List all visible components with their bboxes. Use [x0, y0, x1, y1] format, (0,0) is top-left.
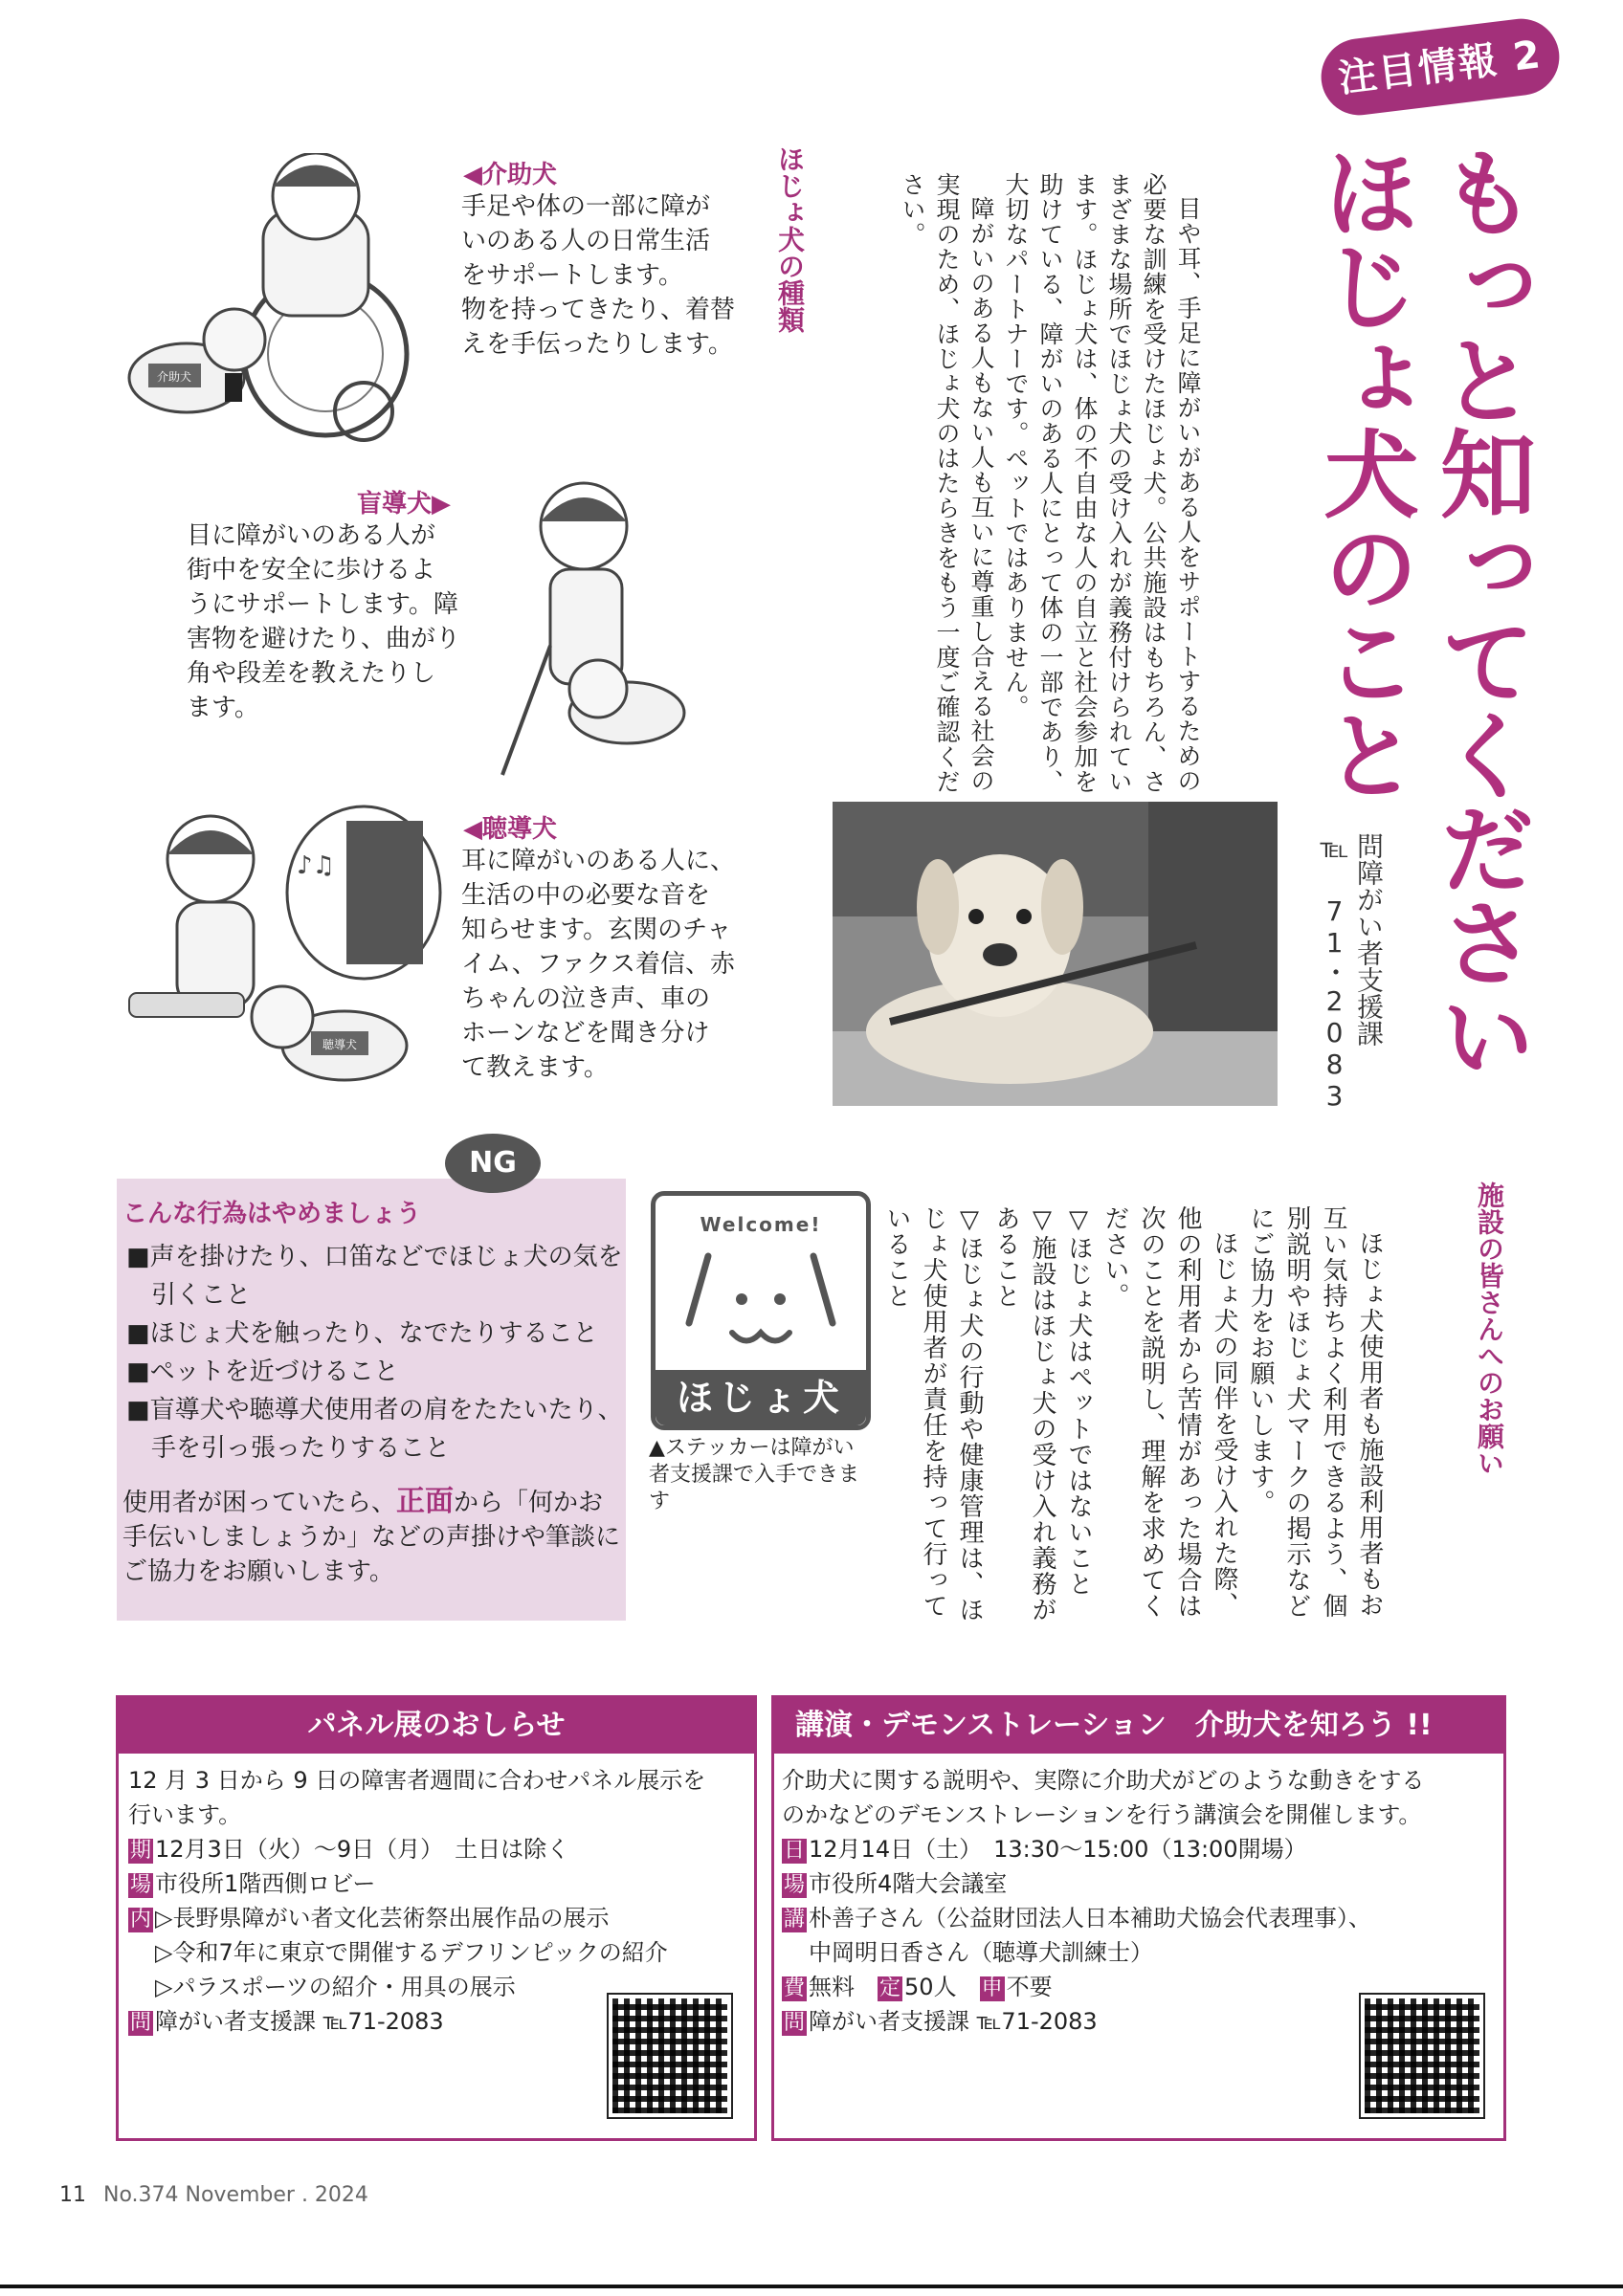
- sticker-label: ほじょ犬: [676, 1377, 845, 1419]
- inquiry-tag: 問: [784, 2011, 806, 2035]
- facility-paragraph: ▽施設はほじょ犬の受け入れ義務があること: [991, 1205, 1056, 1623]
- facility-request-text: [878, 1205, 1388, 1636]
- lecture-speaker-2: 中岡明日香さん（聴導犬訓練士）: [809, 1939, 1153, 1966]
- place-tag: 場: [784, 1873, 806, 1897]
- prohibited-actions-title: こんな行為はやめましょう: [122, 1200, 422, 1228]
- date-tag: 日: [784, 1839, 806, 1863]
- inquiry-tel: ℡ 71・2083: [1319, 832, 1350, 1112]
- content-tag: 内: [130, 1908, 152, 1932]
- prohibited-footer-text: から「何かお手伝いしましょうか」などの声掛けや筆談にご協力をお願いします。: [122, 1489, 621, 1586]
- hearing-dog-desc-line: 耳に障がいのある人に、: [461, 847, 736, 875]
- lecture-place: [782, 1866, 1496, 1901]
- facility-paragraph: ▽ほじょ犬はペットではないこと: [1064, 1205, 1093, 1597]
- hearing-dog-desc-line: ちゃんの泣き声、車の: [461, 984, 711, 1013]
- service-dog-name: ◀介助犬: [463, 161, 557, 189]
- speaker-tag: 講: [784, 1908, 806, 1932]
- inquiry-contact: [1317, 832, 1386, 1112]
- sticker-caption: ▲ステッカーは障がい者支援課で入手できます: [649, 1436, 860, 1513]
- panel-period: [128, 1832, 746, 1866]
- guide-dog-desc-line: 害物を避けたり、曲がり: [187, 625, 461, 653]
- prohibited-item: ■ほじょ犬を触ったり、なでたりすること: [126, 1319, 598, 1348]
- lecture-date: [782, 1832, 1496, 1866]
- panel-content-item: ▷令和7年に東京で開催するデフリンピックの紹介: [155, 1939, 668, 1966]
- panel-desc: 12 月 3 日から 9 日の障害者週間に合わせパネル展示を: [128, 1767, 706, 1794]
- place-tag: 場: [130, 1873, 152, 1897]
- bottom-rule: [0, 2285, 1623, 2288]
- lecture-date-text: 12月14日（土） 13:30～15:00（13:00開場）: [809, 1836, 1307, 1863]
- lecture-desc: のかなどのデモンストレーションを行う講演会を開催します。: [782, 1801, 1422, 1828]
- prohibited-footer: [122, 1485, 620, 1589]
- panel-qr-code[interactable]: [609, 1995, 731, 2117]
- sticker-welcome-text: Welcome!: [700, 1213, 822, 1236]
- service-dog-vest-label: 介助犬: [156, 370, 192, 384]
- guide-dog-desc-line: 街中を安全に歩けるよ: [187, 556, 436, 585]
- lecture-speaker-text: 朴善子さん（公益財団法人日本補助犬協会代表理事）、: [809, 1905, 1372, 1932]
- service-dog-desc-line: 手足や体の一部に障が: [461, 192, 711, 221]
- lecture-title: 講演・デモンストレーション 介助犬を知ろう !!: [774, 1698, 1503, 1754]
- fee-tag: 費: [784, 1976, 806, 2000]
- lecture-qr-code[interactable]: [1361, 1995, 1483, 2117]
- guide-dog-desc-line: 角や段差を教えたりし: [187, 659, 436, 688]
- panel-content: [128, 1901, 746, 1935]
- hearing-dog-vest-label: 聴導犬: [322, 1038, 358, 1051]
- lecture-inquiry-text: 障がい者支援課 ℡71-2083: [809, 2008, 1098, 2035]
- prohibited-item: ■ペットを近づけること: [126, 1358, 399, 1386]
- hearing-dog-illustration: [124, 802, 455, 1103]
- lecture-speaker: [782, 1901, 1496, 1935]
- period-tag: 期: [130, 1839, 152, 1863]
- panel-place-text: 市役所1階西側ロビー: [155, 1870, 376, 1897]
- intro-text: [895, 172, 1205, 794]
- white-cane-icon: [502, 646, 550, 775]
- service-dog-illustration: [120, 153, 459, 450]
- hearing-dog-description: [461, 844, 735, 1085]
- panel-place: [128, 1866, 746, 1901]
- service-dog-desc-line: えを手伝ったりします。: [461, 330, 733, 359]
- panel-exhibition-title: パネル展のおしらせ: [119, 1698, 754, 1754]
- inquiry-tag: 問: [130, 2011, 152, 2035]
- intro-paragraph-1: 目や耳、手足に障がいがある人をサポートするための必要な訓練を受けたほじょ犬。公共施設はもちろん、さまざまな場所でほじょ犬の受け入れが義務付けられています。ほじょ犬は、体の不自由な人の自立と社会参加を助けている、障がいのある人にとって体の一部であり、大切なパートナーです。ペットではありません。: [1002, 172, 1202, 794]
- panel-content-item: ▷パラスポーツの紹介・用具の展示: [155, 1974, 516, 2000]
- issue-info: No.374 November . 2024: [103, 2183, 368, 2207]
- dog-face-icon: [675, 1242, 847, 1361]
- door-icon: [346, 821, 423, 964]
- phone-icon: [225, 373, 242, 402]
- guide-dog-desc-line: ます。: [187, 694, 259, 722]
- page-title-line1: もっと知ってください: [1424, 144, 1536, 1081]
- hearing-dog-desc-line: て教えます。: [461, 1053, 609, 1082]
- inquiry-label: 問障がい者支援課: [1353, 832, 1385, 1047]
- hearing-dog-desc-line: 生活の中の必要な音を: [461, 881, 711, 910]
- hearing-dog-desc-line: 知らせます。玄関のチャ: [461, 916, 732, 944]
- panel-inquiry-text: 障がい者支援課 ℡71-2083: [155, 2008, 444, 2035]
- apply-tag: 申: [981, 1976, 1003, 2000]
- panel-period-text: 12月3日（火）～9日（月） 土日は除く: [155, 1836, 570, 1863]
- page-number: 11: [59, 2183, 86, 2207]
- guide-dog-photo: [833, 802, 1278, 1106]
- dog-types-heading: ほじょ犬の種類: [774, 145, 806, 333]
- prohibited-footer-emphasis: 正面: [396, 1485, 455, 1518]
- intro-paragraph-2: 障がいのある人もない人も互いに尊重し合える社会の実現のため、ほじょ犬のはたらきをもう一度ご確認ください。: [899, 172, 995, 794]
- lecture-place-text: 市役所4階大会議室: [809, 1870, 1008, 1897]
- ng-badge: NG: [445, 1134, 541, 1193]
- prohibited-item: ■声を掛けたり、口笛などでほじょ犬の気を引くこと: [126, 1243, 623, 1310]
- facility-paragraph: ▽ほじょ犬の行動や健康管理は、ほじょ犬使用者が責任を持って行っていること: [882, 1205, 984, 1623]
- guide-dog-desc-line: うにサポートします。障: [187, 590, 458, 619]
- feature-badge: 注目情報 2: [1317, 14, 1564, 120]
- music-note-icon: ♪♫: [297, 851, 335, 880]
- hearing-dog-name: ◀聴導犬: [463, 815, 557, 844]
- panel-content-item: ▷長野県障がい者文化芸術祭出展作品の展示: [155, 1905, 610, 1932]
- page-footer: [59, 2183, 368, 2207]
- guide-dog-name: 盲導犬▶: [357, 490, 451, 519]
- guide-dog-desc-line: 目に障がいのある人が: [187, 521, 436, 550]
- lecture-fee: 無料: [809, 1974, 856, 2000]
- service-dog-desc-line: いのある人の日常生活: [461, 227, 711, 255]
- lecture-apply: 不要: [1006, 1974, 1053, 2000]
- facility-paragraph: ほじょ犬の同伴を受け入れた際、他の利用者から苦情があった場合は次のことを説明し、理解を求めてください。: [1101, 1205, 1238, 1619]
- service-dog-desc-line: をサポートします。: [461, 261, 683, 290]
- guide-dog-illustration: [483, 474, 703, 780]
- panel-desc: 行います。: [128, 1801, 242, 1828]
- guide-dog-description: [187, 519, 460, 725]
- page-title-line2: ほじょ犬のこと: [1307, 144, 1419, 800]
- hearing-dog-desc-line: ホーンなどを聞き分け: [461, 1019, 710, 1048]
- capacity-tag: 定: [879, 1976, 901, 2000]
- service-dog-description: [461, 189, 735, 362]
- hearing-dog-desc-line: イム、ファクス着信、赤: [461, 950, 736, 979]
- lecture-capacity: 50人: [904, 1974, 957, 2000]
- prohibited-item: ■盲導犬や聴導犬使用者の肩をたたいたり、手を引っ張ったりすること: [126, 1396, 623, 1463]
- prohibited-footer-text: 使用者が困っていたら、: [122, 1489, 397, 1517]
- facility-paragraph: ほじょ犬使用者も施設利用者もお互い気持ちよく利用できるよう、個別説明やほじょ犬マークの掲示などにご協力をお願いします。: [1246, 1205, 1384, 1619]
- service-dog-desc-line: 物を持ってきたり、着替: [461, 296, 736, 324]
- lecture-desc: 介助犬に関する説明や、実際に介助犬がどのような動きをする: [782, 1767, 1425, 1794]
- facility-request-heading: 施設の皆さんへのお願い: [1474, 1181, 1505, 1476]
